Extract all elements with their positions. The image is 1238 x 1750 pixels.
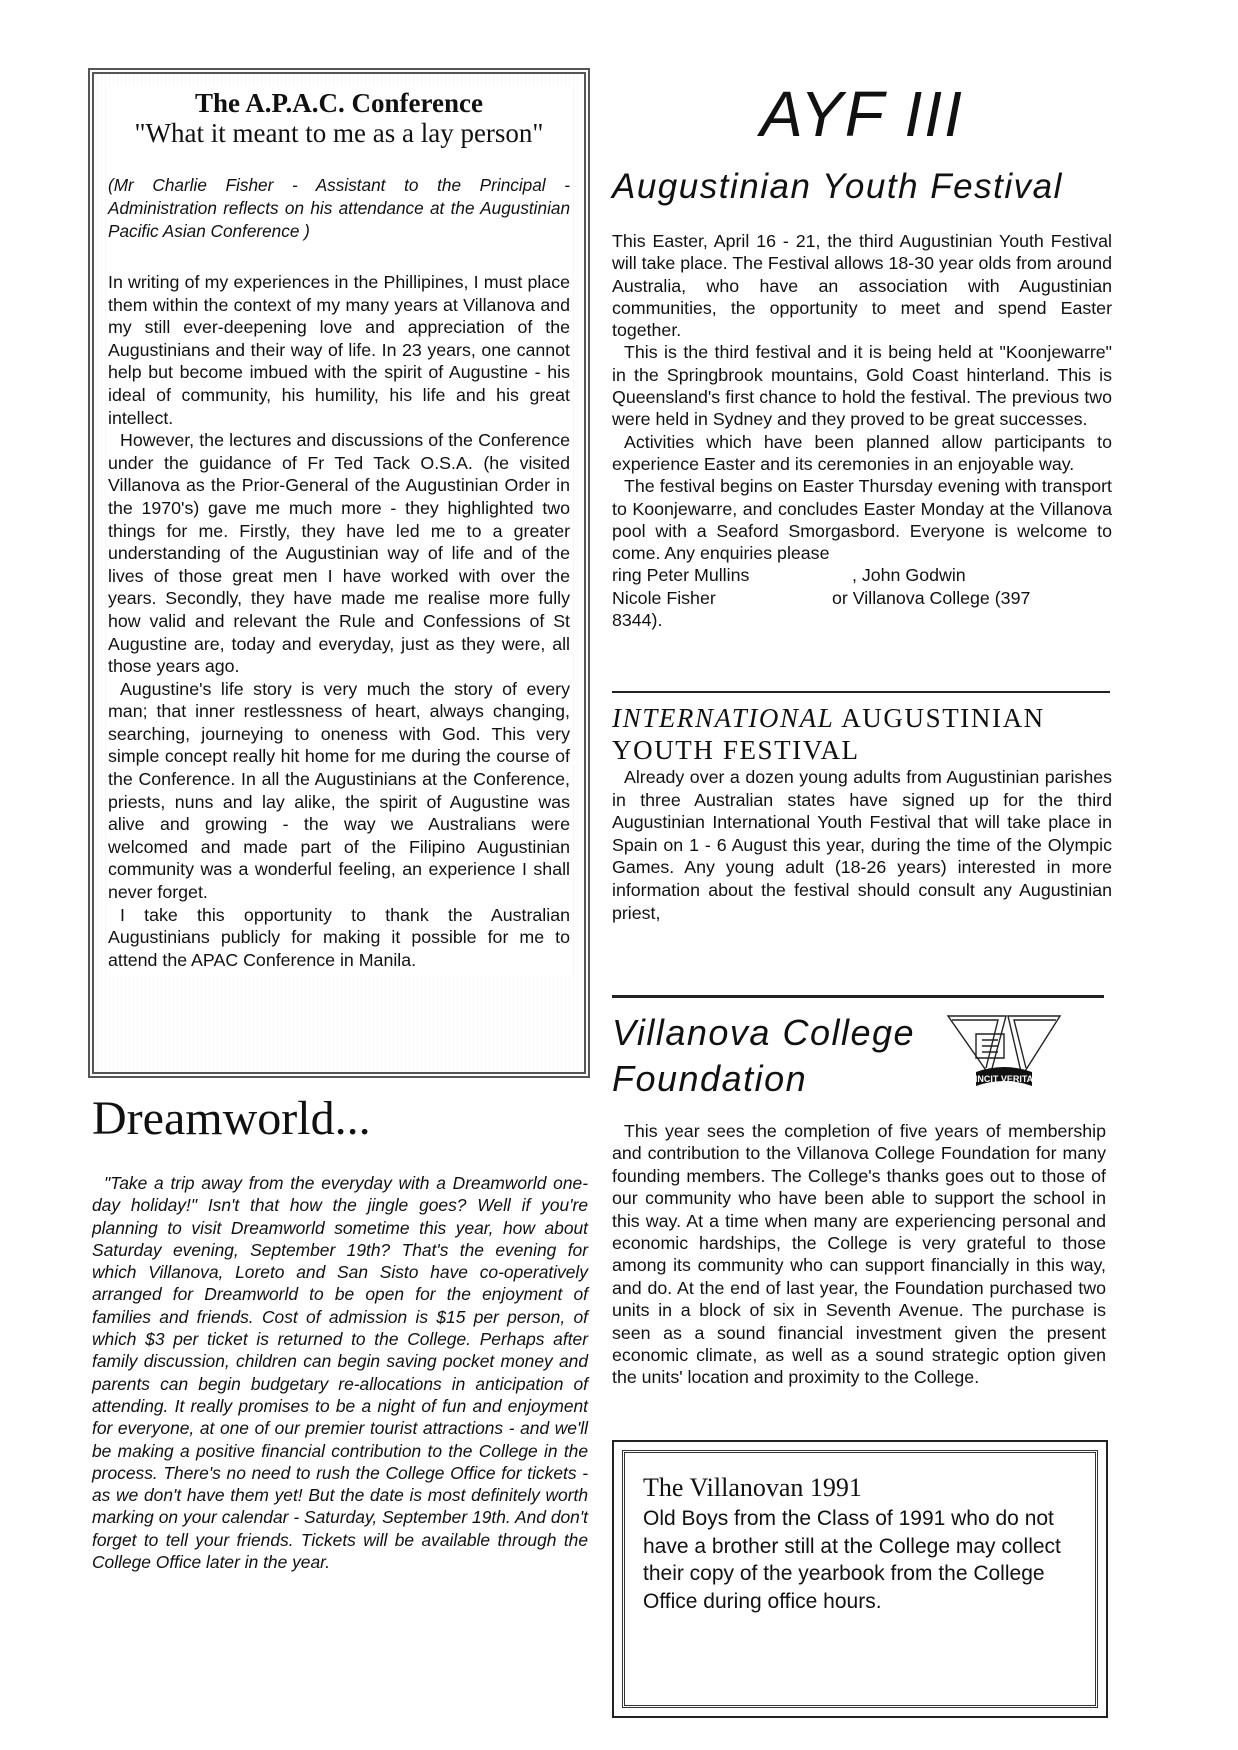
apac-paragraph: Augustine's life story is very much the story of every man; that inner restlessness of heart, always changing, searching, journeying to oneness with God. This very simple concept really hit home for me during the course of the Conference. In all the Augustinians at the Conference, priests, nuns and lay alike, the spirit of Augustine was alive and growing - the way we Australians were welcomed and made part of the Filipino Augustinian community was a wonderful feeling, an experience I shall never forget. xyxy=(108,678,570,903)
contact-name: Nicole Fisher xyxy=(612,587,716,608)
international-body: Already over a dozen young adults from Augustinian parishes in three Australian states have signed up for the third Augustinian International Youth Festival that will take place in Spain on 1 - 6 August this year, during the time of the Olympic Games. Any young adult (18-26 years) interested in more information about the festival should consult any Augustinian priest, xyxy=(612,767,1112,923)
apac-title: The A.P.A.C. Conference xyxy=(195,88,483,118)
international-title xyxy=(612,702,1112,766)
foundation-title-line1: Villanova College xyxy=(612,1012,916,1053)
section-divider xyxy=(612,691,1110,693)
ayf-paragraph: This Easter, April 16 - 21, the third Augustinian Youth Festival will take place. The Festival allows 18-30 year olds from around Australia, who have an association with Augustinian communities, the opportunity to meet and spend Easter together. xyxy=(612,231,1112,341)
ayf-paragraph: Activities which have been planned allow participants to experience Easter and its ceremonies in an enjoyable way. xyxy=(612,431,1112,474)
apac-paragraph: In writing of my experiences in the Phillipines, I must place them within the context of my many years at Villanova and my still ever-deepening love and appreciation of the Augustinians and their way of life. In 23 years, one cannot help but become imbued with the spirit of Augustine - his ideal of community, his humility, his life and his great intellect. xyxy=(108,272,570,428)
contact-name: or Villanova College (397 xyxy=(832,587,1031,608)
apac-paragraph: I take this opportunity to thank the Australian Augustinians publicly for making it possible for me to attend the APAC Conference in Manila. xyxy=(108,904,570,970)
ayf-article-body xyxy=(612,230,1112,631)
villanovan-title: The Villanovan 1991 xyxy=(643,1473,862,1502)
dreamworld-title: Dreamworld... xyxy=(92,1092,371,1145)
foundation-body: This year sees the completion of five years of membership and contribution to the Villanova College Foundation for many founding members. The College's thanks goes out to those of our community who have been able to support the school in this way. At a time when many are experiencing personal and economic hardships, the College is very grateful to those among its community who can support financially in this way, and do. At the end of last year, the Foundation purchased two units in a block of six in Seventh Avenue. The purchase is seen as a sound financial investment given the present economic climate, as well as a sound strategic option given the units' location and proximity to the College. xyxy=(612,1121,1106,1388)
section-divider xyxy=(612,995,1104,998)
foundation-title xyxy=(612,1010,915,1102)
contact-name: , John Godwin xyxy=(852,565,966,586)
ayf-subheading: Augustinian Youth Festival xyxy=(612,167,1063,206)
foundation-title-line2: Foundation xyxy=(612,1058,808,1099)
crest-motto: VINCIT VERITAS xyxy=(968,1074,1040,1084)
international-title-part1: INTERNATIONAL xyxy=(612,703,835,733)
villanovan-body: Old Boys from the Class of 1991 who do not have a brother still at the College may collect their copy of the yearbook from the College Office during office hours. xyxy=(643,1507,1061,1613)
ayf-paragraph: This is the third festival and it is being held at "Koonjewarre" in the Springbrook mountains, Gold Coast hinterland. This is Queensland's first chance to hold the festival. The previous two were held in Sydney and they proved to be great successes. xyxy=(612,342,1112,430)
ayf-paragraph: The festival begins on Easter Thursday evening with transport to Koonjewarre, and concludes Easter Monday at the Villanova pool with a Seaford Smorgasbord. Everyone is welcome to come. Any enquiries please xyxy=(612,476,1112,564)
villanovan-notice-box xyxy=(612,1440,1108,1718)
contact-phone: 8344). xyxy=(612,610,663,631)
international-title-part2: AUGUSTINIAN YOUTH FESTIVAL xyxy=(612,703,1045,765)
apac-subtitle: "What it meant to me as a lay person" xyxy=(134,118,544,148)
ayf-contact-row xyxy=(612,587,1112,609)
apac-paragraph: However, the lectures and discussions of the Conference under the guidance of Fr Ted Tack O.S.A. (he visited Villanova as the Prior-General of the Augustinian Order in the 1970's) gave me much more - they highlighted two things for me. Firstly, they have led me to a greater understanding of the Augustinian way of life and of the lives of those great men I have worked with over the years. Secondly, they have made me realise more fully how valid and relevant the Rule and Confessions of St Augustine are, today and everyday, just as they were, all those years ago. xyxy=(108,430,570,677)
contact-name: ring Peter Mullins xyxy=(612,565,750,586)
dreamworld-body: "Take a trip away from the everyday with a Dreamworld one-day holiday!" Isn't that how the jingle goes? Well if you're planning to visit Dreamworld sometime this year, how about Saturday evening, September 19th? That's the evening for which Villanova, Loreto and San Sisto have co-operatively arranged for Dreamworld to be open for the enjoyment of families and friends. Cost of admission is $15 per person, of which $3 per ticket is returned to the College. Perhaps after family discussion, children can begin saving pocket money and parents can begin budgetary re-allocations in anticipation of attending. It really promises to be a night of fun and enjoyment for everyone, at one of our premier tourist attractions - and we'll be making a positive financial contribution to the College in the process. There's no need to rush the College Office for tickets - as we don't have them yet! But the date is most definitely worth marking on your calendar - Saturday, September 19th. And don't forget to tell your friends. Tickets will be available through the College Office later in the year. xyxy=(92,1173,588,1573)
ayf-contact-row xyxy=(612,564,1112,586)
ayf-contact-row xyxy=(612,609,1112,631)
apac-article-box xyxy=(88,68,590,1078)
college-crest-icon xyxy=(946,1012,1062,1098)
ayf-heading: AYF III xyxy=(760,78,964,150)
apac-intro: (Mr Charlie Fisher - Assistant to the Principal - Administration reflects on his attendance at the Augustinian Pacific Asian Conference ) xyxy=(108,175,570,241)
